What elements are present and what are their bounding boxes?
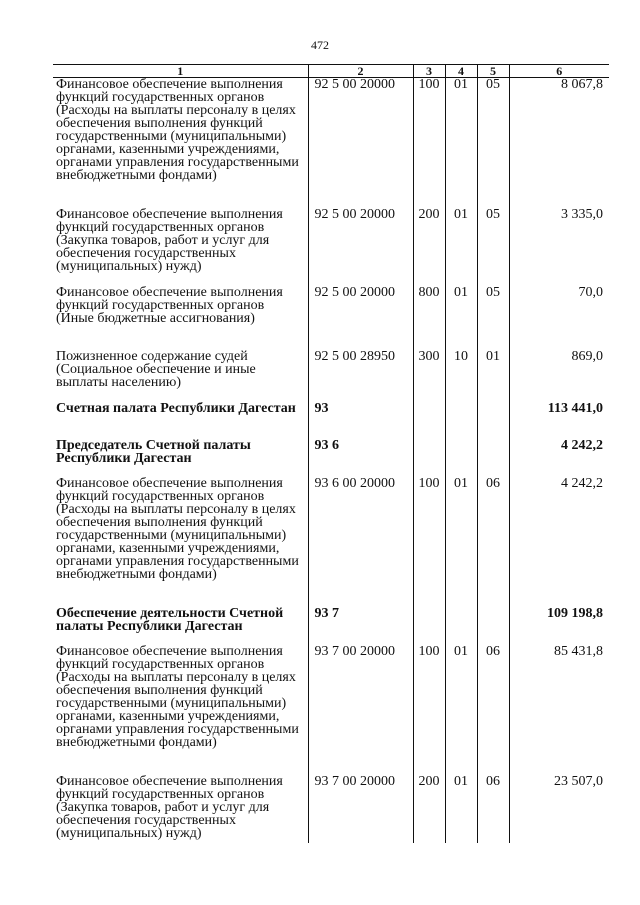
budget-table	[53, 64, 609, 843]
row-name: Финансовое обеспечение выполнения функций государственных органов (Расходы на выплаты персоналу в целях обеспечения выполнения функций государственными (муниципальными) органами, казенными учреждениями, органами управления государственными внебюджетными фондами)	[56, 643, 299, 750]
row-code: 92 5 00 20000	[308, 286, 413, 350]
row-code: 92 5 00 28950	[308, 350, 413, 402]
row-section: 01	[445, 775, 477, 843]
row-code: 93 7	[308, 607, 413, 645]
row-section	[445, 439, 477, 477]
row-name: Финансовое обеспечение выполнения функций государственных органов (Закупка товаров, работ и услуг для обеспечения государственных (муниципальных) нужд)	[56, 773, 283, 841]
column-header-3: 3	[413, 65, 445, 78]
table-row	[53, 350, 609, 402]
row-subsection: 05	[477, 286, 509, 350]
table-row	[53, 645, 609, 775]
row-expense-type	[413, 439, 445, 477]
row-subsection: 06	[477, 775, 509, 843]
table-row	[53, 286, 609, 350]
row-subsection: 01	[477, 350, 509, 402]
column-header-4: 4	[445, 65, 477, 78]
row-section: 01	[445, 78, 477, 208]
row-subsection	[477, 439, 509, 477]
row-section	[445, 402, 477, 439]
row-subsection: 05	[477, 78, 509, 208]
table-row	[53, 775, 609, 843]
row-amount: 70,0	[509, 286, 609, 350]
row-name: Председатель Счетной палаты Республики Дагестан	[56, 437, 251, 466]
row-expense-type: 200	[413, 775, 445, 843]
row-name: Обеспечение деятельности Счетной палаты Республики Дагестан	[56, 605, 284, 634]
page-number: 472	[311, 38, 329, 52]
row-code: 93 7 00 20000	[308, 645, 413, 775]
row-code: 93 6 00 20000	[308, 477, 413, 607]
row-code: 93	[308, 402, 413, 439]
row-expense-type: 100	[413, 78, 445, 208]
table-header-row	[53, 65, 609, 78]
column-header-6: 6	[509, 65, 609, 78]
row-amount: 4 242,2	[509, 439, 609, 477]
row-expense-type: 100	[413, 477, 445, 607]
row-section	[445, 607, 477, 645]
row-amount: 23 507,0	[509, 775, 609, 843]
row-name: Финансовое обеспечение выполнения функций государственных органов (Закупка товаров, работ и услуг для обеспечения государственных (муниципальных) нужд)	[56, 206, 283, 274]
row-code: 92 5 00 20000	[308, 78, 413, 208]
table-row	[53, 477, 609, 607]
row-name: Финансовое обеспечение выполнения функций государственных органов (Расходы на выплаты персоналу в целях обеспечения выполнения функций государственными (муниципальными) органами, казенными учреждениями, органами управления государственными внебюджетными фондами)	[56, 77, 299, 183]
table-row	[53, 78, 609, 208]
table-row-section-heading	[53, 607, 609, 645]
column-header-2: 2	[308, 65, 413, 78]
budget-table-wrapper	[53, 64, 609, 843]
row-amount: 113 441,0	[509, 402, 609, 439]
row-section: 01	[445, 286, 477, 350]
row-subsection: 06	[477, 645, 509, 775]
row-section: 01	[445, 208, 477, 286]
row-expense-type: 100	[413, 645, 445, 775]
row-expense-type: 300	[413, 350, 445, 402]
row-section: 01	[445, 645, 477, 775]
table-row-section-heading	[53, 439, 609, 477]
row-subsection: 05	[477, 208, 509, 286]
row-expense-type	[413, 607, 445, 645]
row-amount: 109 198,8	[509, 607, 609, 645]
row-name: Финансовое обеспечение выполнения функций государственных органов (Расходы на выплаты персоналу в целях обеспечения выполнения функций государственными (муниципальными) органами, казенными учреждениями, органами управления государственными внебюджетными фондами)	[56, 475, 299, 582]
row-name: Финансовое обеспечение выполнения функций государственных органов (Иные бюджетные ассигнования)	[56, 284, 283, 326]
column-header-1: 1	[53, 65, 308, 78]
row-amount: 85 431,8	[509, 645, 609, 775]
row-expense-type: 200	[413, 208, 445, 286]
row-code: 93 6	[308, 439, 413, 477]
row-expense-type: 800	[413, 286, 445, 350]
row-amount: 869,0	[509, 350, 609, 402]
row-subsection	[477, 402, 509, 439]
row-section: 10	[445, 350, 477, 402]
row-name: Пожизненное содержание судей (Социальное обеспечение и иные выплаты населению)	[56, 348, 256, 390]
row-code: 93 7 00 20000	[308, 775, 413, 843]
table-row-section-heading	[53, 402, 609, 439]
row-amount: 3 335,0	[509, 208, 609, 286]
row-section: 01	[445, 477, 477, 607]
row-subsection: 06	[477, 477, 509, 607]
row-code: 92 5 00 20000	[308, 208, 413, 286]
row-amount: 8 067,8	[509, 78, 609, 208]
table-row	[53, 208, 609, 286]
row-subsection	[477, 607, 509, 645]
row-expense-type	[413, 402, 445, 439]
table-body	[53, 78, 609, 843]
row-amount: 4 242,2	[509, 477, 609, 607]
row-name: Счетная палата Республики Дагестан	[56, 400, 296, 416]
column-header-5: 5	[477, 65, 509, 78]
